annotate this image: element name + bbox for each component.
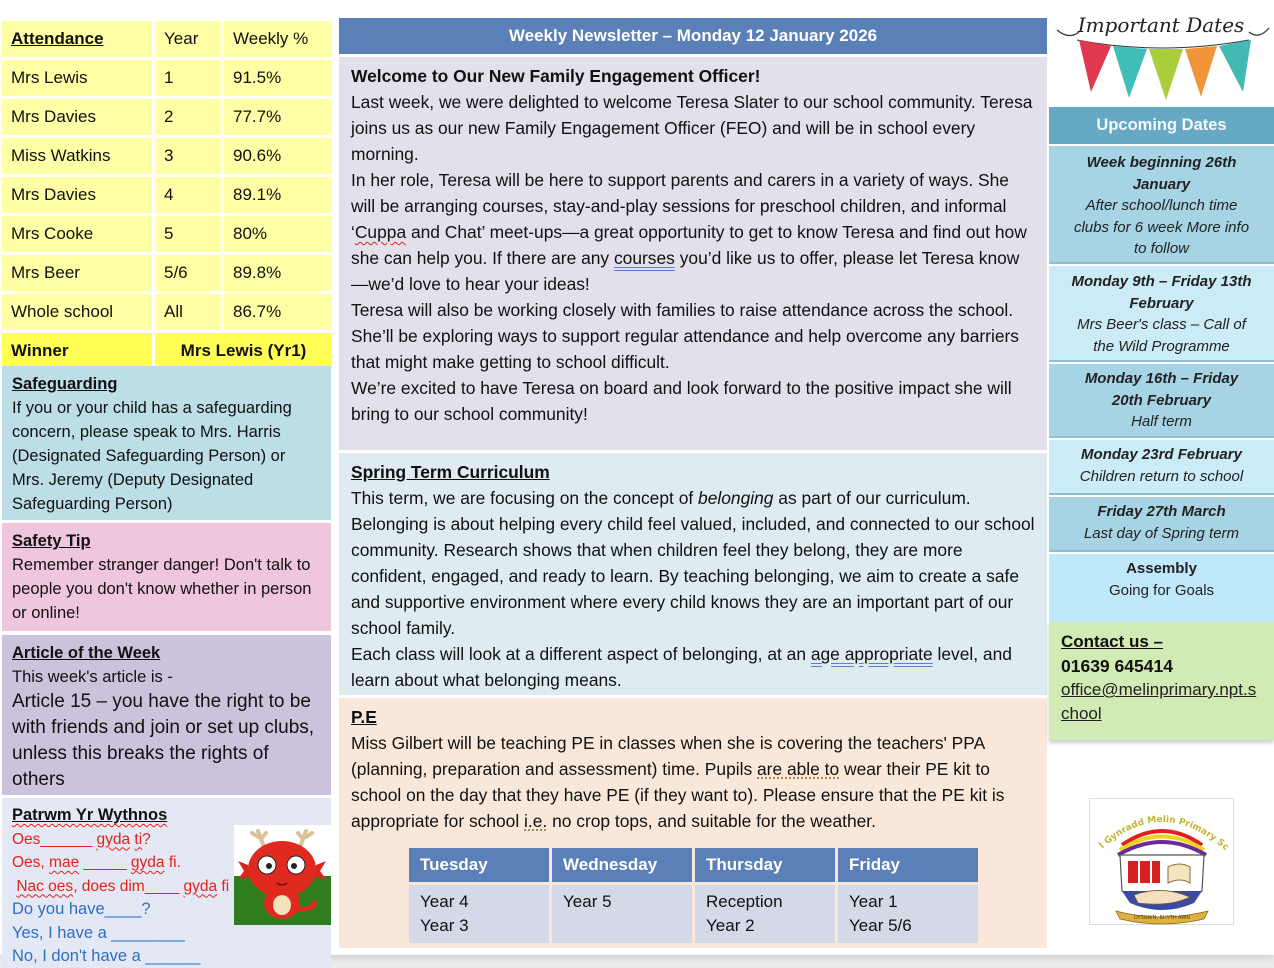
welsh-text: fi. bbox=[164, 854, 181, 871]
school-name-arc: l Gynradd Melin Primary Sc bbox=[1097, 814, 1231, 853]
text-run: are able to bbox=[757, 759, 840, 779]
school-motto: DYSGWN, RHYTH AWN bbox=[1133, 915, 1191, 921]
text-run: wear their PE kit to school on the day that they have PE (if they want to). Please ensure that the PE kit is appropriate for school bbox=[351, 759, 1005, 831]
event-item bbox=[1049, 554, 1274, 622]
weekly-percent: 89.8% bbox=[224, 255, 332, 291]
pe-classes-cell bbox=[552, 885, 692, 943]
year: 5/6 bbox=[155, 255, 221, 291]
event-detail: Children return to school bbox=[1079, 467, 1244, 485]
attendance-header: Attendance bbox=[2, 21, 152, 57]
welcome-section bbox=[339, 57, 1047, 450]
contact-box bbox=[1049, 622, 1274, 740]
weekly-percent: 80% bbox=[224, 216, 332, 252]
pe-schedule-table bbox=[406, 845, 981, 946]
day-header: Thursday bbox=[695, 848, 835, 882]
article-title: Article of the Week bbox=[12, 644, 161, 662]
pe-classes-cell bbox=[409, 885, 549, 943]
event-detail: After school/lunch time clubs for 6 week More info to follow bbox=[1073, 197, 1250, 257]
text-run: In her role, Teresa will be here to support parents and carers in a variety of ways. She will be arranging courses, stay-and-play sessions for preschool children, and informal ‘ bbox=[351, 170, 1009, 242]
bunting-flag bbox=[1149, 49, 1183, 100]
bunting-flag bbox=[1185, 46, 1217, 97]
event-date: Monday 9th – Friday 13th February bbox=[1071, 273, 1252, 312]
welsh-pattern-title-text: Patrwm Yr Wythnos bbox=[12, 806, 168, 824]
year: 2 bbox=[155, 99, 221, 135]
teacher-name: Mrs Cooke bbox=[2, 216, 152, 252]
text-run: Miss Gilbert will be teaching PE in classes when she is covering the teachers' PPA (planning, preparation and assessment) time. Pupils bbox=[351, 733, 985, 779]
event-item bbox=[1049, 440, 1274, 495]
welsh-dragon-image bbox=[234, 825, 331, 925]
text-run: and Chat’ meet-ups—a great opportunity to get to know Teresa and find out how she can help you. If there are any bbox=[351, 222, 1027, 268]
welsh-text: ? bbox=[142, 830, 151, 848]
attendance-row bbox=[2, 294, 332, 330]
weekly-percent: 86.7% bbox=[224, 294, 332, 330]
teacher-name: Mrs Davies bbox=[2, 177, 152, 213]
attendance-row bbox=[2, 177, 332, 213]
day-header: Wednesday bbox=[552, 848, 692, 882]
curriculum-paragraph bbox=[351, 641, 1035, 693]
bunting-icon bbox=[1049, 0, 1274, 105]
safeguarding-body: If you or your child has a safeguarding concern, please speak to Mrs. Harris (Designated Safeguarding Person) or Mrs. Jeremy (Deputy Designated Safeguarding Person) bbox=[12, 399, 292, 513]
text-run: i.e. bbox=[524, 811, 548, 831]
bunting-flag bbox=[1113, 46, 1147, 98]
pe-classes-cell bbox=[695, 885, 835, 943]
school-crest-icon bbox=[1090, 799, 1235, 926]
important-dates-title: Important Dates bbox=[1077, 13, 1245, 37]
text-run: belonging bbox=[698, 488, 774, 508]
text-run: level, and learn about what belonging means. bbox=[351, 644, 1012, 690]
safety-tip-title: Safety Tip bbox=[12, 532, 91, 550]
weekly-percent: 89.1% bbox=[224, 177, 332, 213]
event-detail: Mrs Beer's class – Call of the Wild Programme bbox=[1077, 316, 1246, 355]
class-name: Year 3 bbox=[420, 916, 469, 935]
welsh-text: fi bbox=[217, 877, 230, 895]
pe-schedule-row bbox=[409, 885, 978, 943]
english-line: Yes, I have a ________ bbox=[12, 923, 185, 942]
curriculum-section bbox=[339, 453, 1047, 695]
important-dates-graphic bbox=[1049, 0, 1274, 105]
event-date: Monday 16th – Friday 20th February bbox=[1084, 370, 1239, 409]
pe-title: P.E bbox=[351, 707, 377, 727]
welcome-title: Welcome to Our New Family Engagement Officer! bbox=[351, 66, 761, 86]
text-run: age appropriate bbox=[810, 644, 933, 664]
welsh-text: ti bbox=[134, 830, 143, 848]
event-date: Monday 23rd February bbox=[1081, 446, 1242, 463]
safety-tip-body: Remember stranger danger! Don't talk to people you don't know whether in person or online! bbox=[12, 556, 312, 622]
class-name: Reception bbox=[706, 892, 783, 911]
text-run: Cuppa bbox=[354, 222, 407, 242]
upcoming-dates-header: Upcoming Dates bbox=[1049, 107, 1274, 144]
text-run: no crop tops, and suitable for the weather. bbox=[547, 811, 876, 831]
attendance-row bbox=[2, 99, 332, 135]
welsh-text: gyda bbox=[130, 854, 165, 871]
attendance-row bbox=[2, 60, 332, 96]
school-logo bbox=[1089, 798, 1234, 925]
bunting-flag bbox=[1219, 40, 1251, 92]
class-name: Year 2 bbox=[706, 916, 755, 935]
welsh-text: Nac oes bbox=[16, 877, 74, 895]
attendance-table bbox=[0, 18, 335, 372]
safeguarding-title: Safeguarding bbox=[12, 375, 118, 393]
teacher-name: Mrs Lewis bbox=[2, 60, 152, 96]
day-header: Tuesday bbox=[409, 848, 549, 882]
event-detail: Half term bbox=[1131, 413, 1192, 430]
welsh-text: gyda bbox=[96, 830, 131, 848]
text-run: as part of our curriculum. Belonging is about helping every child feel valued, included, and connected to our school community. Research shows that when children feel they belong, they are more confident, engaged, and ready to learn. By teaching belonging, we aim to create a safe and supportive environment where every child knows they are an important part of our school family. bbox=[351, 488, 1035, 638]
pe-section bbox=[339, 698, 1047, 948]
safeguarding-box bbox=[2, 366, 331, 520]
newsletter-banner: Weekly Newsletter – Monday 12 January 2026 bbox=[339, 18, 1047, 54]
welsh-text: , does dim____ bbox=[73, 877, 184, 895]
winner-label: Winner bbox=[2, 333, 152, 369]
weekly-percent: 91.5% bbox=[224, 60, 332, 96]
teacher-name: Miss Watkins bbox=[2, 138, 152, 174]
contact-email-link[interactable]: office@melinprimary.npt.school bbox=[1061, 680, 1257, 723]
winner-value: Mrs Lewis (Yr1) bbox=[155, 333, 332, 369]
dragon-icon bbox=[234, 825, 331, 925]
year: All bbox=[155, 294, 221, 330]
welsh-text: mae bbox=[49, 854, 80, 871]
event-detail: Last day of Spring term bbox=[1083, 524, 1240, 542]
event-date: Friday 27th March bbox=[1097, 503, 1226, 520]
teacher-name: Mrs Davies bbox=[2, 99, 152, 135]
welcome-paragraph: Teresa will also be working closely with families to raise attendance across the school. She’ll be exploring ways to support regular attendance and help overcome any barriers that might make getting to school difficult. bbox=[351, 300, 1019, 372]
teacher-name: Whole school bbox=[2, 294, 152, 330]
welsh-text: Oes, bbox=[12, 854, 50, 871]
article-body: Article 15 – you have the right to be with friends and join or set up clubs, unless this breaks the rights of others bbox=[12, 691, 315, 790]
pe-classes-cell bbox=[838, 885, 978, 943]
weekly-percent: 90.6% bbox=[224, 138, 332, 174]
class-name: Year 1 bbox=[849, 892, 898, 911]
winner-row bbox=[2, 333, 332, 369]
english-line: Do you have____? bbox=[12, 900, 151, 918]
main-column bbox=[339, 18, 1047, 935]
event-date: Week beginning 26th January bbox=[1086, 154, 1237, 193]
pe-schedule-header-row bbox=[409, 848, 978, 882]
event-detail: Going for Goals bbox=[1108, 581, 1215, 599]
class-name: Year 5/6 bbox=[849, 916, 912, 935]
text-run: courses bbox=[613, 248, 675, 268]
event-item bbox=[1049, 266, 1274, 362]
article-intro: This week's article is - bbox=[12, 668, 173, 686]
event-date: Assembly bbox=[1126, 560, 1197, 577]
class-name: Year 5 bbox=[563, 892, 612, 911]
attendance-header-row bbox=[2, 21, 332, 57]
weekly-percent-header: Weekly % bbox=[224, 21, 332, 57]
year: 1 bbox=[155, 60, 221, 96]
text-run: Each class will look at a different aspect of belonging, at an bbox=[351, 644, 811, 664]
attendance-row bbox=[2, 138, 332, 174]
text-run: This term, we are focusing on the concept of bbox=[351, 488, 699, 508]
year: 4 bbox=[155, 177, 221, 213]
pe-paragraph bbox=[351, 730, 1035, 834]
attendance-row bbox=[2, 255, 332, 291]
welcome-paragraph: We’re excited to have Teresa on board and look forward to the positive impact she will bring to our school community! bbox=[351, 378, 1012, 424]
welsh-pattern-title bbox=[12, 804, 321, 828]
welcome-paragraph: Last week, we were delighted to welcome Teresa Slater to our school community. Teresa joins us as our new Family Engagement Officer (FEO) and will be in school every morning. bbox=[351, 92, 1033, 164]
attendance-row bbox=[2, 216, 332, 252]
day-header: Friday bbox=[838, 848, 978, 882]
safety-tip-box bbox=[2, 523, 331, 631]
contact-title: Contact us – bbox=[1061, 632, 1164, 651]
year: 3 bbox=[155, 138, 221, 174]
year: 5 bbox=[155, 216, 221, 252]
welsh-text: Oes______ bbox=[12, 830, 97, 848]
article-of-week-box bbox=[2, 635, 331, 795]
event-item bbox=[1049, 364, 1274, 438]
class-name: Year 4 bbox=[420, 892, 469, 911]
welsh-text: gyda bbox=[183, 877, 218, 895]
welcome-paragraph bbox=[351, 167, 1035, 297]
bunting-flag bbox=[1079, 40, 1111, 92]
year-header: Year bbox=[155, 21, 221, 57]
contact-phone[interactable]: 01639 645414 bbox=[1061, 656, 1173, 676]
text-run: you’d like us to offer, please let Teresa know—we’d love to hear your ideas! bbox=[351, 248, 1020, 294]
event-item bbox=[1049, 497, 1274, 552]
left-column bbox=[0, 18, 332, 372]
curriculum-title: Spring Term Curriculum bbox=[351, 462, 550, 482]
event-item bbox=[1049, 146, 1274, 264]
weekly-percent: 77.7% bbox=[224, 99, 332, 135]
welsh-text: _____ bbox=[79, 854, 131, 871]
teacher-name: Mrs Beer bbox=[2, 255, 152, 291]
curriculum-paragraph bbox=[351, 485, 1035, 641]
english-line: No, I don't have a ______ bbox=[12, 947, 201, 965]
